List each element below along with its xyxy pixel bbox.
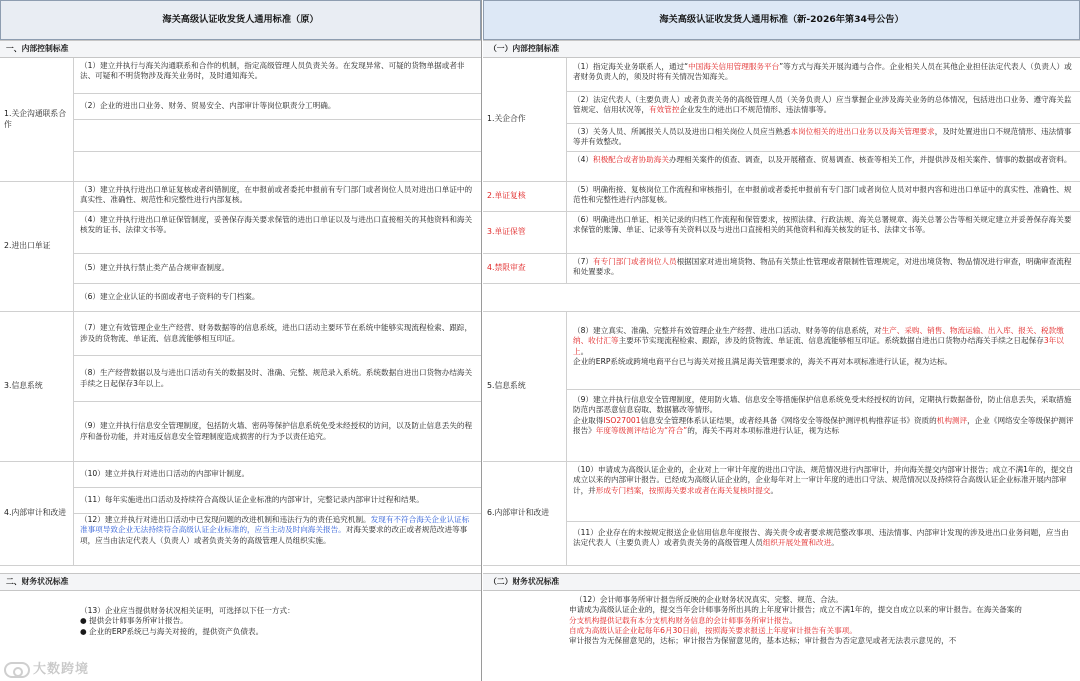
standard-item-13 [74,600,481,681]
empty-row [483,284,1080,312]
item-12-text: （12）建立并执行对进出口活动中已发现问题的改进机制和违法行为的责任追究机制。 [80,515,371,524]
item-text: ，企业《网络安全等级保护测评报告》 [573,415,1074,435]
item-text: 企业取得 [573,415,604,425]
item-text: （12）会计师事务所审计报告所反映的企业财务状况真实、完整、规范、合法。 [575,595,843,604]
new-item-11 [567,522,1080,566]
category-information-system-new: 5.信息系统 [483,312,567,462]
new-item-9 [567,390,1080,462]
item-text: 。 [831,538,839,548]
standard-item-12 [74,514,481,566]
item-highlight: 本岗位相关的进出口业务以及海关管理要求 [790,127,935,136]
new-item-8 [567,312,1080,390]
new-standard-title: 海关高级认证收发货人通用标准（新-2026年第34号公告） [483,0,1080,40]
item-highlight: 年度等级测评结论为“符合” [595,425,688,435]
category-prohibition-review: 4.禁限审查 [483,254,567,284]
standard-item-5: （5）建立并执行禁止类产品合规审查制度。 [74,254,481,284]
section-financial-status-new: （二）财务状况标准 [483,573,1080,591]
category-trade-documents: 2.进出口单证 [0,182,74,312]
new-item-7 [567,254,1080,284]
item-13-option-b: ● 企业的ERP系统已与海关对接的，提供资产负债表。 [80,626,264,636]
category-document-custody: 3.单证保管 [483,212,567,254]
item-text: （11）企业存在的未按规定报送企业信用信息年度报告、海关责令或者要求规范整改事项、违法情事、内部审计发现的涉及进出口业务问题，应当由法定代表人（主要负责人）或者负责关务的高级管理人员 [573,528,1069,548]
standard-item-11: （11）每年实施进出口活动及持续符合高级认证企业标准的内部审计，完整记录内部审计过程和结果。 [74,488,481,514]
new-item-1 [567,58,1080,92]
original-standard-panel [0,0,482,681]
item-text: （10）申请成为高级认证企业的，企业对上一审计年度的进出口守法、规范情况进行内部审计，并向海关提交内部审计报告；成立不满1年的，提交自成立以来的内部审计报告。已经成为高级认证企业的，企业每年对上一审计年度的进出口守法、规范情况以及持续符合高级认证企业标准开展内部审计，并 [573,465,1074,495]
standard-item-7: （7）建立有效管理企业生产经营、财务数据等的信息系统，进出口活动主要环节在系统中能够实现流程检索、跟踪，涉及的货物流、单证流、信息流能够相互印证。 [74,312,481,356]
item-text: ，及时处置进出口不规范情形、违法情事等并有效整改。 [573,127,1072,147]
item-text: 办理相关案件的侦查、调查，以及开展稽查、贸易调查、核查等相关工作，并提供涉及相关案件、情事的数据或者资料。 [668,155,1072,164]
item-text: 主要环节实现流程检索、跟踪，涉及的货物流、单证流、信息流能够相互印证。系统数据自进出口货物办结海关手续之日起保存 [618,336,1044,346]
item-highlight: 有效管控 [648,105,680,115]
item-text: 根据国家对进出境货物、物品有关禁止性管理或者限制性管理规定，对进出境货物、物品情况进行审查，明确审查流程和处置要求。 [573,257,1072,277]
new-item-12 [567,594,1080,681]
item-12-text-cont: 对海关要求的改正或者规范改进等事项，应当由法定代表人（负责人）或者负责关务的高级管理人员组织实施。 [80,525,468,545]
item-text: 信息安全管理体系认证结果，或者经具备《网络安全等级保护测评机构推荐证书》资质的 [640,415,937,425]
item-highlight: 机构测评 [936,415,968,425]
section-internal-control-new: （一）内部控制标准 [483,40,1080,58]
item-text: （4） [573,155,594,164]
category-internal-audit: 4.内部审计和改进 [0,462,74,566]
new-item-4 [567,152,1080,182]
item-text: 企业发生的进出口不规范情形、违法情事等。 [679,105,832,115]
item-highlight: 生产、采购、销售、物流运输、出入库、报关、税款缴纳、收付汇等 [573,326,1064,346]
watermark [4,661,89,679]
new-item-3 [567,124,1080,152]
new-item-10 [567,462,1080,522]
section-internal-control: 一、内部控制标准 [0,40,481,58]
category-customs-cooperation: 1.关企沟通联系合作 [0,58,74,182]
item-highlight: 形成专门档案，按照海关要求或者在海关复核时提交 [595,485,771,495]
standard-item-9: （9）建立并执行信息安全管理制度，包括防火墙、密码等保护信息系统免受未经授权的访问，以及防止信息丢失的程序和备份功能，并对违反信息安全管理制度造成损害的行为予以责任追究。 [74,402,481,462]
standard-item-10: （10）建立并执行对进出口活动的内部审计制度。 [74,462,481,488]
item-text: （3）关务人员、所属报关人员以及进出口相关岗位人员应当熟悉 [573,127,791,136]
item-highlight: 积极配合或者协助海关 [593,155,669,164]
standard-item-6: （6）建立企业认证的书面或者电子资料的专门档案。 [74,284,481,312]
watermark-text: 大数跨境 [33,662,90,678]
new-item-5: （5）明确衔接、复核岗位工作流程和审核指引，在申报前或者委托申报前有专门部门或者岗位人员对申报内容和进出口单证中的真实性、准确性、规范性和完整性进行内部复核。 [567,182,1080,212]
item-12-highlight: 发现有不符合海关企业认证标准事项导致企业无法持续符合高级认证企业标准的，应当主动及时向海关报告。 [80,515,470,535]
new-item-2 [567,92,1080,124]
category-information-system: 3.信息系统 [0,312,74,462]
item-text: 申请成为高级认证企业的，提交当年会计师事务所出具的上年度审计报告；成立不满1年的，提交自成立以来的审计报告。在海关备案的 [569,605,1022,615]
standard-item-8: （8）生产经营数据以及与进出口活动有关的数据及时、准确、完整、规范录入系统。系统数据自进出口货物办结海关手续之日起保存3年以上。 [74,356,481,402]
new-standard-panel [483,0,1080,681]
item-text: （1）指定海关业务联系人，通过“ [573,62,689,71]
standard-item-1: （1）建立并执行与海关沟通联系和合作的机制，指定高级管理人员负责关务。在发现异常、可疑的货物单据或者非法、可疑和不明货物涉及海关业务时，及时通知海关。 [74,58,481,94]
item-13-intro: （13）企业应当提供财务状况相关证明，可选择以下任一方式： [80,606,295,615]
item-highlight: 3年以上 [573,336,1064,356]
item-highlight: 中国海关信用管理服务平台 [688,62,780,71]
item-highlight: ISO27001 [603,415,641,425]
item-highlight: 分支机构提供记载有本分支机构财务信息的会计师事务所审计报告 [569,615,790,625]
item-text: ”等方式与海关开展沟通与合作。企业相关人员在其他企业担任法定代表人（负责人）或者财务负责人的，须及时将有关情况告知海关。 [573,62,1072,82]
item-8-note: 企业的ERP系统或跨境电商平台已与海关对接且满足海关管理要求的，海关不再对本项标准进行认证，视为达标。 [573,356,953,366]
item-13-option-a: ● 提供会计师事务所审计报告。 [80,616,188,626]
category-document-review: 2.单证复核 [483,182,567,212]
item-text: （9）建立并执行信息安全管理制度，使用防火墙、信息安全等措施保护信息系统免受未经授权的访问，定期执行数据备份，防止信息丢失，采取措施防范内部恶意信息窃取、数据篡改等情形。 [573,395,1072,415]
item-text: 的，海关不再对本项标准进行认证，视为达标 [687,425,840,435]
standard-item-2: （2）企业的进出口业务、财务、贸易安全、内部审计等岗位职责分工明确。 [74,94,481,120]
original-standard-title: 海关高级认证收发货人通用标准（原） [0,0,481,40]
section-financial-status: 二、财务状况标准 [0,573,481,591]
item-text: 。 [789,615,797,625]
item-text: （8）建立真实、准确、完整并有效管理企业生产经营、进出口活动、财务等的信息系统，对 [573,326,882,335]
item-highlight: 有专门部门或者岗位人员 [593,257,677,266]
item-text: 。 [770,485,779,495]
item-text: 。 [580,346,589,356]
item-highlight: 组织开展处置和改进 [762,538,832,548]
watermark-logo-icon [4,662,30,678]
item-text: （7） [573,257,594,266]
item-text: 审计报告为无保留意见的，达标；审计报告为保留意见的，基本达标；审计报告为否定意见或者无法表示意见的，不 [569,636,957,645]
new-item-6: （6）明确进出口单证、相关记录的归档工作流程和保管要求，按照法律、行政法规、海关总署规章、海关总署公告等相关规定建立并妥善保存海关要求保管的账簿、单证、记录等有关资料以及与进出口直接相关的其他资料和海关核发的证书、法律文书等。 [567,212,1080,254]
category-internal-audit-new: 6.内部审计和改进 [483,462,567,566]
standard-item-3: （3）建立并执行进出口单证复核或者纠错制度，在申报前或者委托申报前有专门部门或者岗位人员对进出口单证中的真实性、准确性、规范性和完整性进行内部复核。 [74,182,481,212]
empty-row [74,152,481,182]
standard-item-4: （4）建立并执行进出口单证保管制度，妥善保存海关要求保管的进出口单证以及与进出口直接相关的其他资料和海关核发的证书、法律文书等。 [74,212,481,254]
item-highlight: 自成为高级认证企业起每年6月30日前，按照海关要求报送上年度审计报告有关事项。 [569,625,857,635]
category-customs-cooperation-new: 1.关企合作 [483,58,567,182]
item-text: （2）法定代表人（主要负责人）或者负责关务的高级管理人员（关务负责人）应当掌握企业涉及海关业务的总体情况，包括进出口业务、遵守海关监管规定、信用状况等， [573,95,1072,115]
empty-row [74,120,481,152]
